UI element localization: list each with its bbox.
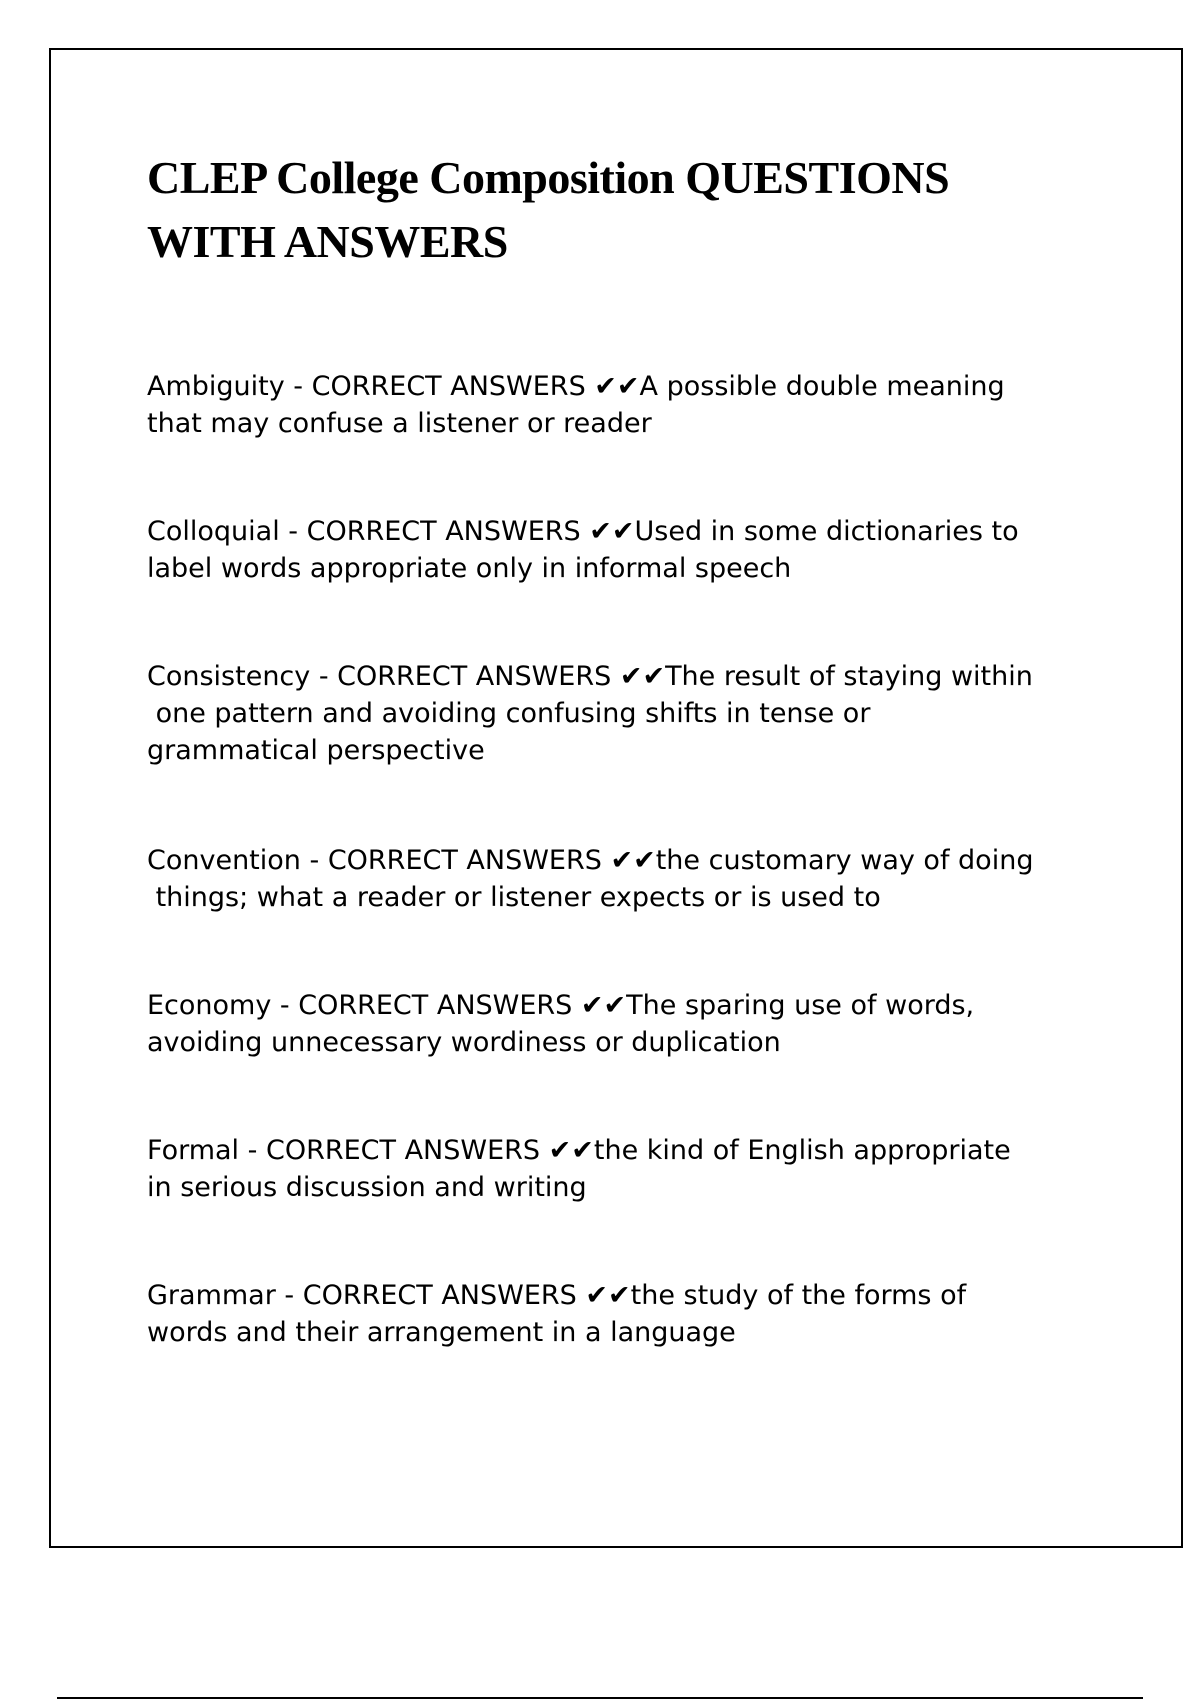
entry-line: words and their arrangement in a language xyxy=(147,1317,736,1348)
entry-line: in serious discussion and writing xyxy=(147,1172,587,1203)
entry-consistency xyxy=(147,658,1147,769)
entry-formal xyxy=(147,1132,1147,1206)
footer-divider xyxy=(57,1697,1143,1699)
entry-line: label words appropriate only in informal speech xyxy=(147,553,792,584)
entry-economy xyxy=(147,987,1147,1061)
title-line-1: CLEP College Composition QUESTIONS xyxy=(147,152,950,203)
document-title xyxy=(147,146,1107,274)
entry-line: Colloquial - CORRECT ANSWERS ✔✔Used in some dictionaries to xyxy=(147,516,1019,547)
entry-line: Convention - CORRECT ANSWERS ✔✔the customary way of doing xyxy=(147,845,1034,876)
entry-convention xyxy=(147,842,1147,916)
entry-line: grammatical perspective xyxy=(147,735,485,766)
entry-line: Ambiguity - CORRECT ANSWERS ✔✔A possible double meaning xyxy=(147,371,1005,402)
entry-line: Economy - CORRECT ANSWERS ✔✔The sparing use of words, xyxy=(147,990,975,1021)
entry-line: Grammar - CORRECT ANSWERS ✔✔the study of the forms of xyxy=(147,1280,967,1311)
entry-line: that may confuse a listener or reader xyxy=(147,408,652,439)
entry-line: Formal - CORRECT ANSWERS ✔✔the kind of English appropriate xyxy=(147,1135,1011,1166)
entry-line: things; what a reader or listener expects or is used to xyxy=(147,882,881,913)
page-frame xyxy=(49,48,1183,1548)
entry-line: Consistency - CORRECT ANSWERS ✔✔The result of staying within xyxy=(147,661,1033,692)
entry-line: one pattern and avoiding confusing shifts in tense or xyxy=(147,698,871,729)
title-line-2: WITH ANSWERS xyxy=(147,216,508,267)
entry-colloquial xyxy=(147,513,1147,587)
entry-grammar xyxy=(147,1277,1147,1351)
entry-ambiguity xyxy=(147,368,1147,442)
entry-line: avoiding unnecessary wordiness or duplication xyxy=(147,1027,781,1058)
